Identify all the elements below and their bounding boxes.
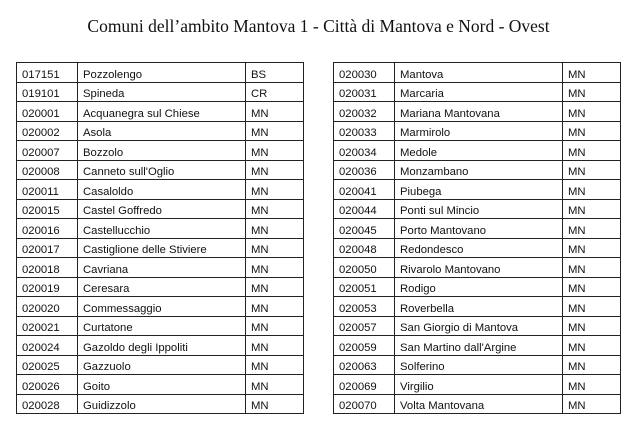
comune-name-cell: Gazoldo degli Ippoliti [78,336,246,356]
comuni-table-left-body [17,63,304,414]
comune-name-cell: Rivarolo Mantovano [395,258,563,278]
comune-name-cell: Commessaggio [78,297,246,317]
istat-code-cell: 020057 [334,316,395,336]
province-cell: MN [246,258,304,278]
comune-name-cell: Mariana Mantovana [395,102,563,122]
istat-code-cell: 020002 [17,121,78,141]
table-row [17,394,304,414]
province-cell: MN [246,238,304,258]
table-row [334,141,621,161]
province-cell: MN [246,394,304,414]
istat-code-cell: 017151 [17,63,78,83]
istat-code-cell: 020036 [334,160,395,180]
istat-code-cell: 020018 [17,258,78,278]
istat-code-cell: 020025 [17,355,78,375]
province-cell: MN [246,180,304,200]
table-row [17,355,304,375]
table-row [17,258,304,278]
table-row [17,219,304,239]
istat-code-cell: 020033 [334,121,395,141]
table-row [334,219,621,239]
province-cell: MN [246,102,304,122]
province-cell: MN [563,199,621,219]
istat-code-cell: 020007 [17,141,78,161]
istat-code-cell: 020017 [17,238,78,258]
comune-name-cell: Castel Goffredo [78,199,246,219]
istat-code-cell: 020050 [334,258,395,278]
comune-name-cell: Mantova [395,63,563,83]
comune-name-cell: Ceresara [78,277,246,297]
istat-code-cell: 020059 [334,336,395,356]
comune-name-cell: Goito [78,375,246,395]
comune-name-cell: Acquanegra sul Chiese [78,102,246,122]
table-row [17,199,304,219]
province-cell: MN [563,121,621,141]
table-row [334,121,621,141]
istat-code-cell: 020026 [17,375,78,395]
istat-code-cell: 020044 [334,199,395,219]
table-row [334,63,621,83]
province-cell: MN [246,277,304,297]
comune-name-cell: Monzambano [395,160,563,180]
istat-code-cell: 020053 [334,297,395,317]
istat-code-cell: 020028 [17,394,78,414]
istat-code-cell: 020069 [334,375,395,395]
table-row [17,297,304,317]
province-cell: MN [246,375,304,395]
istat-code-cell: 020019 [17,277,78,297]
table-row [334,102,621,122]
comune-name-cell: Volta Mantovana [395,394,563,414]
istat-code-cell: 020041 [334,180,395,200]
table-row [334,355,621,375]
province-cell: MN [246,219,304,239]
province-cell: MN [246,141,304,161]
comune-name-cell: Casaloldo [78,180,246,200]
istat-code-cell: 019101 [17,82,78,102]
table-row [17,160,304,180]
comuni-table-right [333,62,621,414]
comune-name-cell: Rodigo [395,277,563,297]
province-cell: MN [246,316,304,336]
province-cell: MN [563,297,621,317]
comune-name-cell: Asola [78,121,246,141]
table-row [17,102,304,122]
istat-code-cell: 020063 [334,355,395,375]
province-cell: MN [563,238,621,258]
province-cell: MN [563,258,621,278]
istat-code-cell: 020032 [334,102,395,122]
table-row [334,394,621,414]
table-row [17,336,304,356]
province-cell: MN [563,355,621,375]
istat-code-cell: 020008 [17,160,78,180]
province-cell: MN [246,121,304,141]
table-row [334,375,621,395]
table-row [334,160,621,180]
table-row [17,277,304,297]
table-row [17,180,304,200]
province-cell: MN [246,355,304,375]
table-row [17,238,304,258]
comune-name-cell: Virgilio [395,375,563,395]
table-row [17,316,304,336]
province-cell: MN [563,394,621,414]
province-cell: MN [563,141,621,161]
table-row [334,316,621,336]
table-row [334,82,621,102]
istat-code-cell: 020048 [334,238,395,258]
comune-name-cell: San Martino dall'Argine [395,336,563,356]
comune-name-cell: San Giorgio di Mantova [395,316,563,336]
table-row [334,199,621,219]
comune-name-cell: Roverbella [395,297,563,317]
province-cell: BS [246,63,304,83]
istat-code-cell: 020051 [334,277,395,297]
istat-code-cell: 020024 [17,336,78,356]
comune-name-cell: Redondesco [395,238,563,258]
province-cell: MN [246,297,304,317]
province-cell: MN [563,277,621,297]
comune-name-cell: Castiglione delle Stiviere [78,238,246,258]
province-cell: MN [246,199,304,219]
comune-name-cell: Cavriana [78,258,246,278]
comune-name-cell: Castellucchio [78,219,246,239]
province-cell: MN [246,160,304,180]
comune-name-cell: Gazzuolo [78,355,246,375]
comune-name-cell: Pozzolengo [78,63,246,83]
istat-code-cell: 020011 [17,180,78,200]
comune-name-cell: Piubega [395,180,563,200]
istat-code-cell: 020045 [334,219,395,239]
province-cell: MN [246,336,304,356]
table-row [17,121,304,141]
table-row [334,297,621,317]
istat-code-cell: 020031 [334,82,395,102]
comune-name-cell: Porto Mantovano [395,219,563,239]
comune-name-cell: Spineda [78,82,246,102]
table-row [17,82,304,102]
table-row [17,375,304,395]
table-row [334,180,621,200]
comune-name-cell: Marmirolo [395,121,563,141]
comune-name-cell: Guidizzolo [78,394,246,414]
province-cell: MN [563,63,621,83]
comune-name-cell: Ponti sul Mincio [395,199,563,219]
page-title: Comuni dell’ambito Mantova 1 - Città di Mantova e Nord - Ovest [87,16,550,36]
comune-name-cell: Solferino [395,355,563,375]
table-row [17,63,304,83]
istat-code-cell: 020034 [334,141,395,161]
table-row [334,238,621,258]
istat-code-cell: 020030 [334,63,395,83]
istat-code-cell: 020001 [17,102,78,122]
province-cell: MN [563,336,621,356]
comune-name-cell: Canneto sull'Oglio [78,160,246,180]
istat-code-cell: 020015 [17,199,78,219]
table-row [334,258,621,278]
province-cell: MN [563,180,621,200]
province-cell: MN [563,82,621,102]
comuni-table-left [16,62,304,414]
table-row [334,277,621,297]
province-cell: MN [563,102,621,122]
comuni-table-right-body [334,63,621,414]
istat-code-cell: 020016 [17,219,78,239]
comune-name-cell: Bozzolo [78,141,246,161]
province-cell: CR [246,82,304,102]
istat-code-cell: 020020 [17,297,78,317]
comune-name-cell: Medole [395,141,563,161]
province-cell: MN [563,316,621,336]
comune-name-cell: Curtatone [78,316,246,336]
province-cell: MN [563,375,621,395]
province-cell: MN [563,219,621,239]
table-row [17,141,304,161]
istat-code-cell: 020021 [17,316,78,336]
comune-name-cell: Marcaria [395,82,563,102]
table-row [334,336,621,356]
istat-code-cell: 020070 [334,394,395,414]
province-cell: MN [563,160,621,180]
